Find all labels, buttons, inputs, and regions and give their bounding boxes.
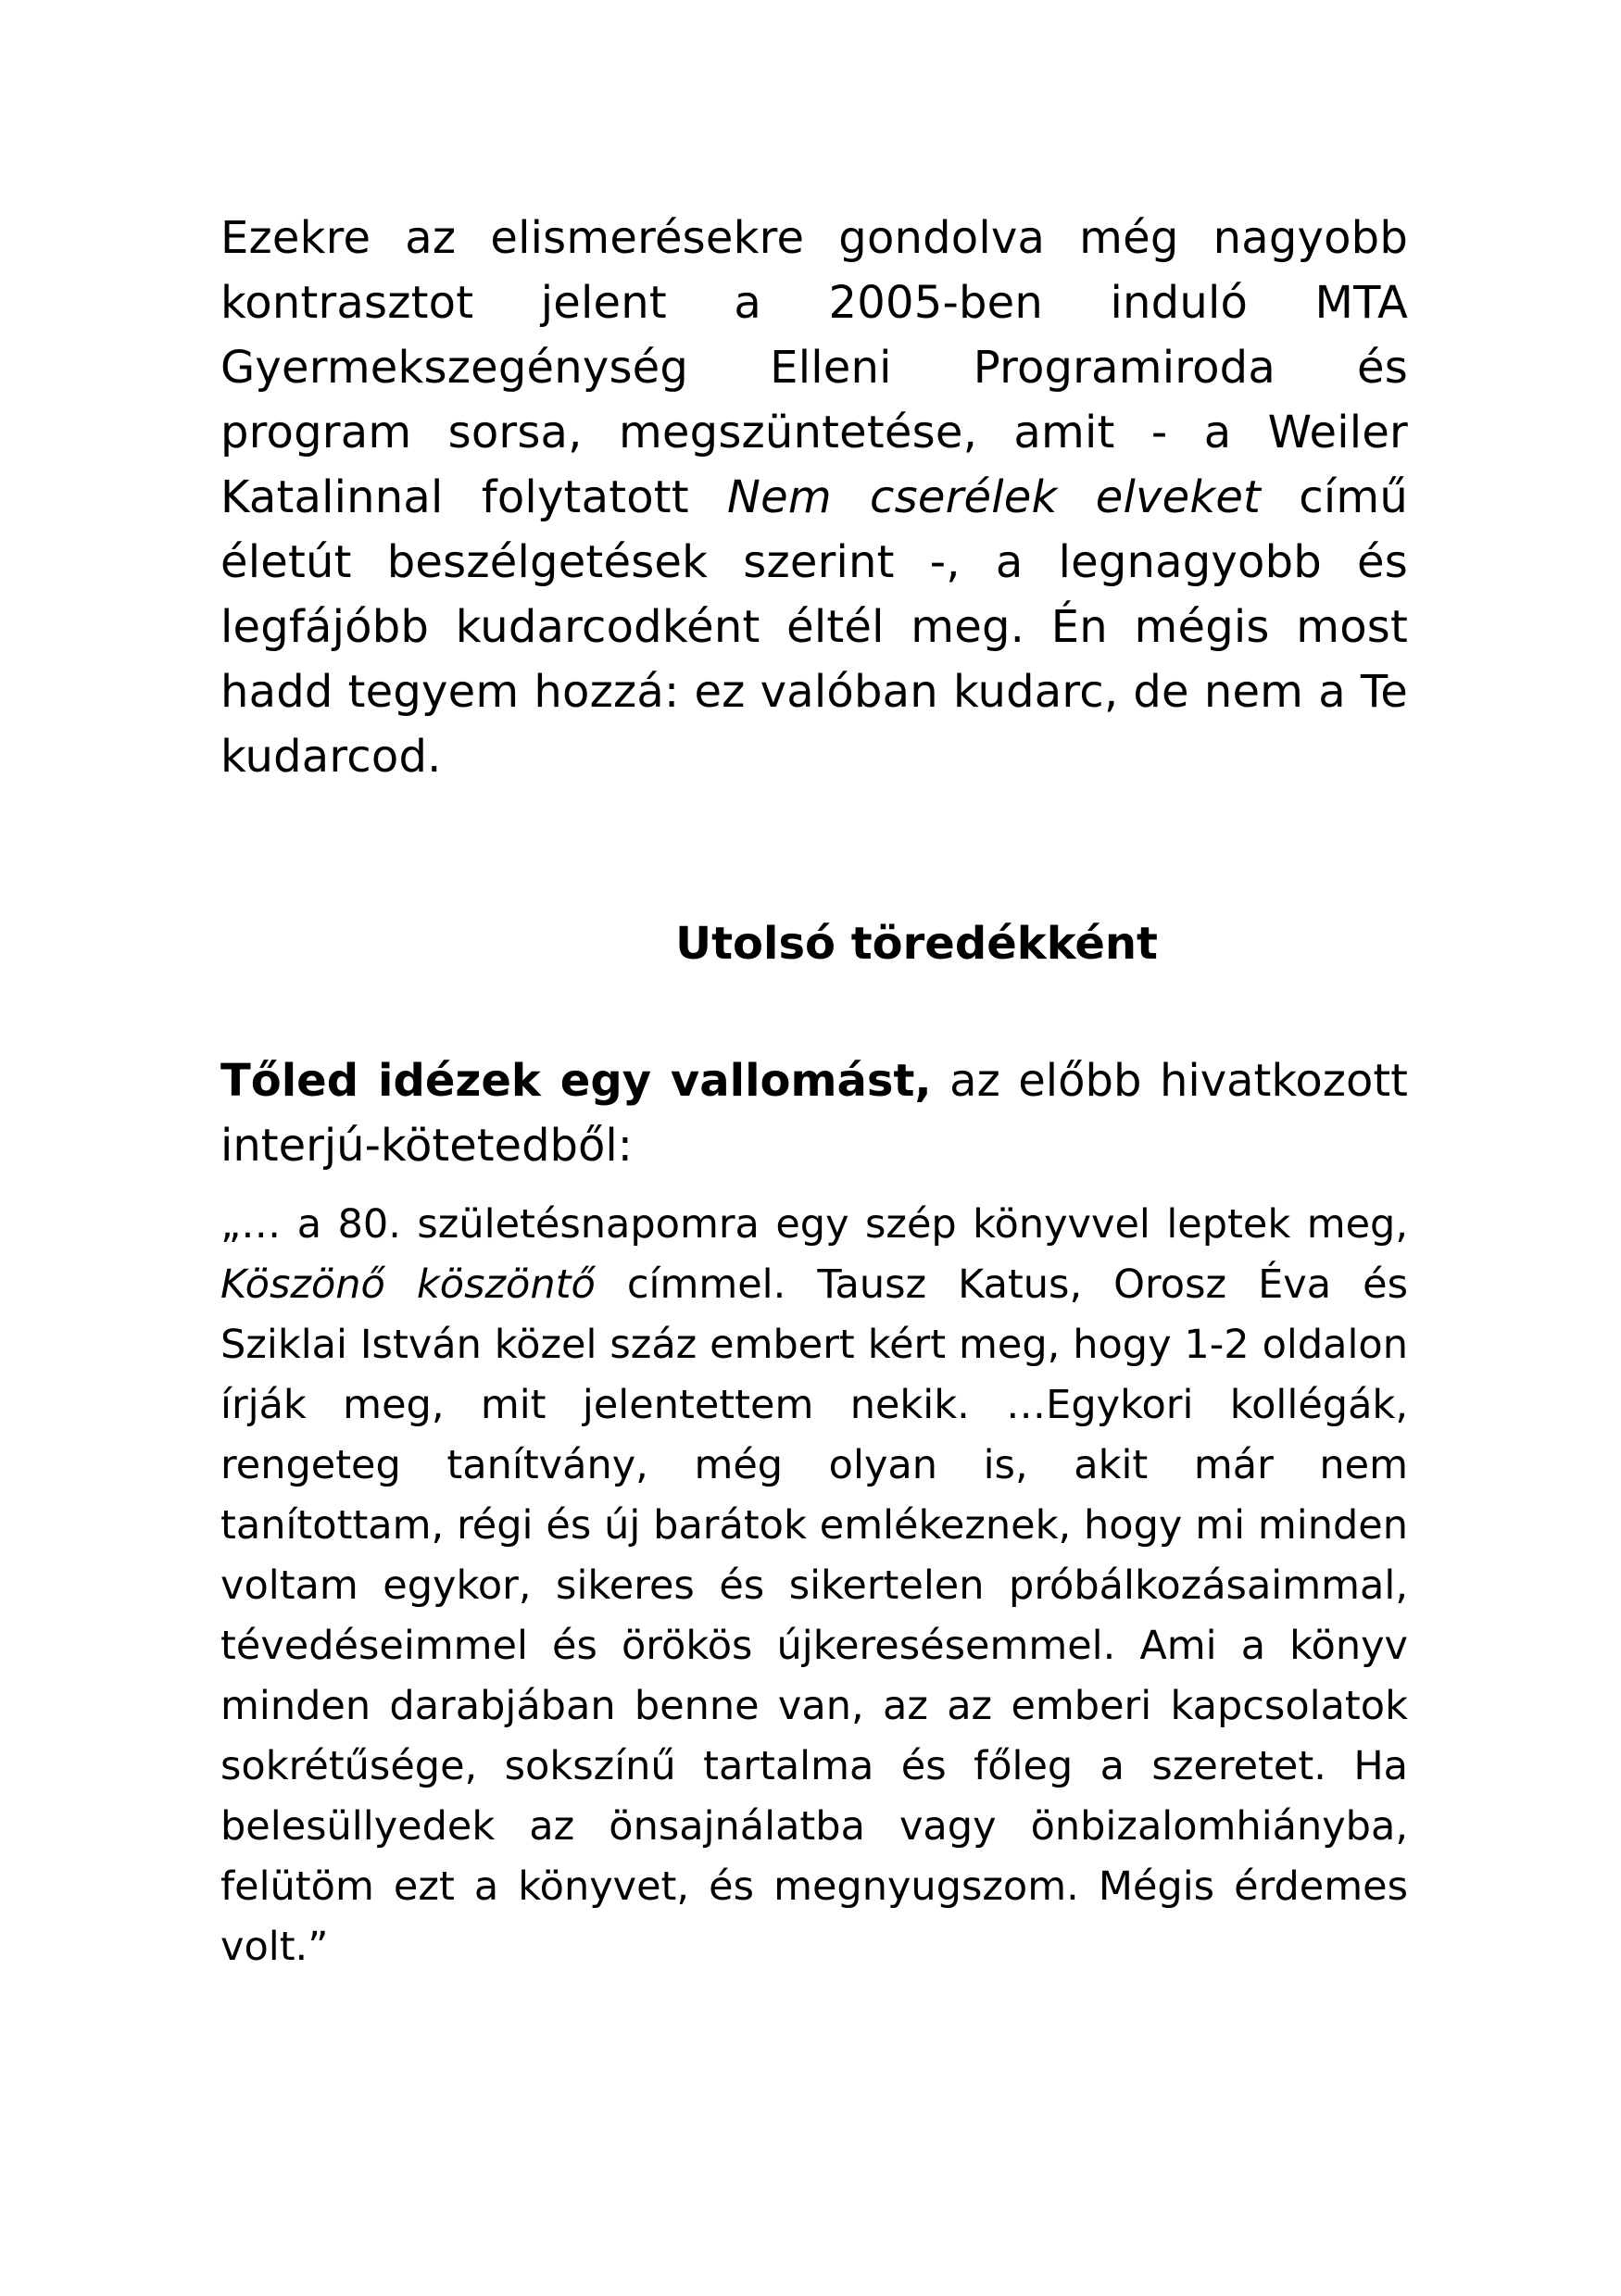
paragraph-text-continued: című életút beszélgetések szerint -, a legnagyobb és legfájóbb kudarcodként éltél meg. Én mégis most hadd tegyem hozzá: ez valóban kudarc, de nem a Te kudarcod. bbox=[220, 471, 1408, 783]
body-paragraph bbox=[220, 206, 1408, 789]
block-quote bbox=[220, 1195, 1408, 1977]
quote-text: „… a 80. születésnapomra egy szép könyvvel leptek meg, bbox=[220, 1201, 1408, 1248]
quote-text-continued: címmel. Tausz Katus, Orosz Éva és Sziklai István közel száz embert kért meg, hogy 1-2 oldalon írják meg, mit jelentettem nekik. …Egykori kollégák, rengeteg tanítvány, még olyan is, akit már nem tanítottam, régi és új barátok emlékeznek, hogy mi minden voltam egykor, sikeres és sikertelen próbálkozásaimmal, tévedéseimmel és örökös újkeresésemmel. Ami a könyv minden darabjában benne van, az az emberi kapcsolatok sokrétűsége, sokszínű tartalma és főleg a szeretet. Ha belesüllyedek az önsajnálatba vagy önbizalomhiányba, felütöm ezt a könyvet, és megnyugszom. Mégis érdemes volt.” bbox=[220, 1261, 1408, 1970]
quote-intro bbox=[220, 1048, 1408, 1178]
paragraph-text: Ezekre az elismerésekre gondolva még nagyobb kontrasztot jelent a 2005-ben induló MTA Gyermekszegénység Elleni Programiroda és program sorsa, megszüntetése, amit - a Weiler Katalinnal folytatott bbox=[220, 212, 1408, 523]
document-page bbox=[220, 206, 1408, 1970]
quoted-book-title-italic: Köszönő köszöntő bbox=[220, 1261, 596, 1308]
section-heading: Utolsó töredékként bbox=[675, 918, 1158, 970]
quote-intro-bold: Tőled idézek egy vallomást, bbox=[220, 1055, 932, 1107]
quote-intro-text: az előbb hivatkozott interjú-kötetedből: bbox=[220, 1055, 1408, 1172]
book-title-italic: Nem cserélek elveket bbox=[727, 471, 1262, 523]
